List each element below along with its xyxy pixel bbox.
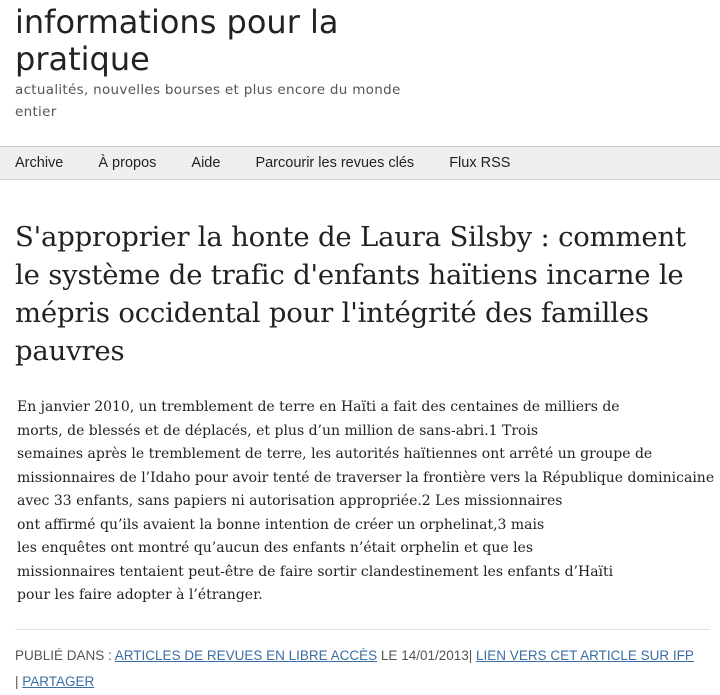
- nav-item-rss-feed[interactable]: Flux RSS: [449, 155, 511, 171]
- published-in-label: PUBLIÉ DANS :: [15, 648, 112, 663]
- article-permalink[interactable]: LIEN VERS CET ARTICLE SUR IFP: [476, 648, 694, 663]
- article-body-line: pour les faire adopter à l’étranger.: [17, 587, 263, 603]
- meta-separator: |: [15, 674, 19, 689]
- share-link[interactable]: PARTAGER: [22, 674, 95, 689]
- article-body-line: semaines après le tremblement de terre, les autorités haïtiennes ont arrêté un groupe de: [17, 446, 653, 462]
- post-date: 14/01/2013: [401, 648, 469, 663]
- article-body-line: missionnaires tentaient peut-être de faire sortir clandestinement les enfants d’Haïti: [17, 563, 614, 580]
- article-body-line: les enquêtes ont montré qu’aucun des enfants n’était orphelin et que les: [17, 540, 534, 556]
- article-body-line: morts, de blessés et de déplacés, et plus d’un million de sans-abri.1 Trois: [17, 422, 539, 439]
- site-title[interactable]: informations pour la pratique: [15, 3, 339, 78]
- meta-separator: |: [468, 648, 473, 663]
- nav-item-browse-journals[interactable]: Parcourir les revues clés: [255, 155, 415, 171]
- entry-meta: [15, 643, 715, 695]
- nav-item-about[interactable]: À propos: [98, 155, 157, 171]
- article-body: [17, 396, 717, 608]
- article-title: S'approprier la honte de Laura Silsby : comment le système de trafic d'enfants haïtiens incarne le mépris occidental pour l'intégrité des familles pauvres: [15, 221, 686, 367]
- nav-item-archive[interactable]: Archive: [15, 155, 64, 171]
- article-body-line: ont affirmé qu’ils avaient la bonne intention de créer un orphelinat,3 mais: [17, 516, 545, 533]
- article-body-line: avec 33 enfants, sans papiers ni autorisation appropriée.2 Les missionnaires: [17, 493, 563, 509]
- nav-item-help[interactable]: Aide: [191, 155, 221, 171]
- meta-divider: [15, 629, 710, 630]
- article-body-line: En janvier 2010, un tremblement de terre en Haïti a fait des centaines de milliers de: [17, 399, 620, 415]
- date-prefix: LE: [380, 648, 398, 663]
- site-tagline: actualités, nouvelles bourses et plus encore du monde entier: [15, 82, 401, 120]
- article-body-line: missionnaires de l’Idaho pour avoir tenté de traverser la frontière vers la République dominicaine: [17, 469, 715, 486]
- category-link[interactable]: ARTICLES DE REVUES EN LIBRE ACCÈS: [114, 648, 378, 663]
- main-navigation: [0, 146, 720, 180]
